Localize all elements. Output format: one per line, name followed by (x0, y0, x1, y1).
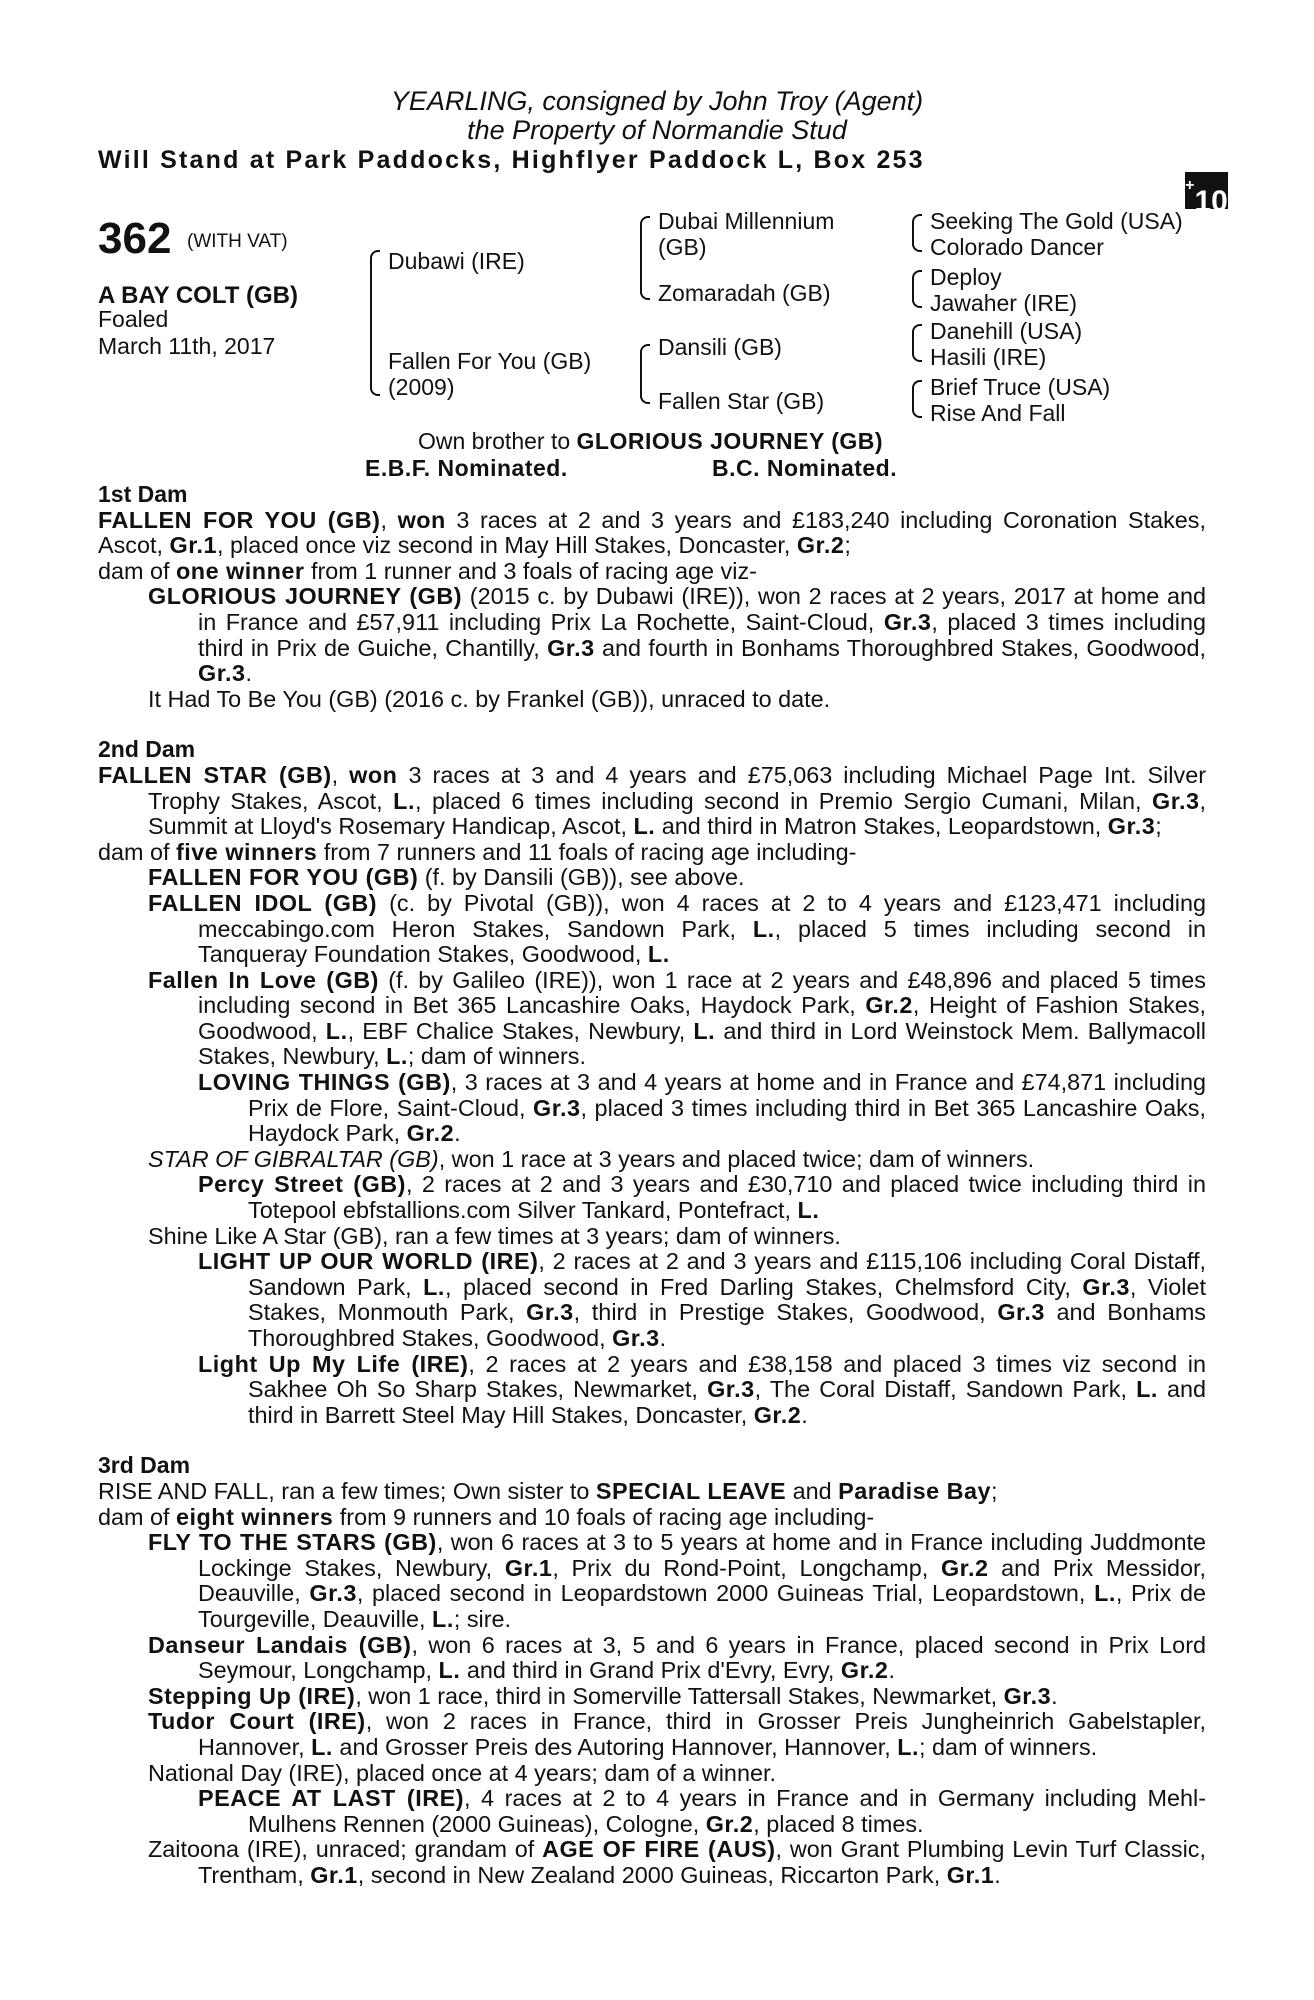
lot-title: A BAY COLT (GB) (98, 282, 299, 309)
sire: Dubawi (IRE) (388, 248, 525, 274)
second-dam-record: FALLEN STAR (GB), won 3 races at 3 and 4 years and £75,063 including Michael Page Int. Silver Trophy Stakes, Ascot, L., placed 6 times including second in Premio Sergio Cumani, Milan, Gr.3, Summit at Lloyd's Rosemary Handicap, Ascot, L. and third in Matron Stakes, Leopardstown, Gr.3; (98, 761, 1207, 840)
consignor-line: YEARLING, consigned by John Troy (Agent) (390, 86, 924, 116)
pedigree-notes (98, 482, 1206, 1888)
sire-sire: Dubai Millennium (658, 208, 835, 234)
third-dam-produce-summary: dam of eight winners from 9 runners and 10 foals of racing age including- (98, 1503, 875, 1530)
produce-tudor-court: Tudor Court (IRE), won 2 races in France, third in Grosser Preis Jungheinrich Gabelstapler, Hannover, L. and Grosser Preis des Autoring Hannover, Hannover, L.; dam of winners. (148, 1708, 1206, 1760)
pedigree-brace-7 (912, 380, 922, 418)
produce-danseur-landais: Danseur Landais (GB), won 6 races at 3, 5 and 6 years in France, placed second in Prix Lord Seymour, Longchamp, L. and third in Grand Prix d'Evry, Evry, Gr.2. (148, 1631, 1206, 1684)
dam-year: (2009) (388, 374, 455, 400)
produce-peace-at-last: PEACE AT LAST (IRE), 4 races at 2 to 4 years in France and in Germany including Mehl-Mulhens Rennen (2000 Guineas), Cologne, Gr.2, placed 8 times. (198, 1785, 1206, 1837)
second-dam-heading: 2nd Dam (98, 736, 196, 763)
badge-plus-icon: + (1185, 177, 1195, 194)
foaled-date: March 11th, 2017 (98, 333, 276, 359)
second-dam-produce-summary: dam of five winners from 7 runners and 11 foals of racing age including- (98, 838, 857, 865)
third-dam-heading: 3rd Dam (98, 1452, 191, 1479)
first-dam-record: FALLEN FOR YOU (GB), won 3 races at 2 and 3 years and £183,240 including Coronation Stakes, Ascot, Gr.1, placed once viz second in May Hill Stakes, Doncaster, Gr.2; (98, 506, 1207, 559)
sire-dam-dam: Jawaher (IRE) (930, 290, 1077, 316)
sire-dam: Zomaradah (GB) (658, 280, 831, 306)
dam-sire: Dansili (GB) (658, 334, 782, 360)
produce-shine-like-a-star: Shine Like A Star (GB), ran a few times at 3 years; dam of winners. (148, 1222, 841, 1249)
first-dam-heading: 1st Dam (98, 481, 188, 507)
produce-fallen-for-you: FALLEN FOR YOU (GB) (f. by Dansili (GB)), see above. (148, 864, 745, 891)
produce-zaitoona: Zaitoona (IRE), unraced; grandam of AGE OF FIRE (AUS), won Grant Plumbing Levin Turf Classic, Trentham, Gr.1, second in New Zealand 2000 Guineas, Riccarton Park, Gr.1. (148, 1836, 1206, 1888)
sire-sire-sire: Seeking The Gold (USA) (930, 208, 1183, 234)
bc-nominated: B.C. Nominated. (712, 455, 898, 481)
pedigree-brace-3 (640, 344, 650, 404)
pedigree-brace-1 (370, 250, 380, 396)
pedigree-brace-4 (912, 214, 922, 252)
produce-fallen-idol: FALLEN IDOL (GB) (c. by Pivotal (GB)), won 4 races at 2 to 4 years and £123,471 including meccabingo.com Heron Stakes, Sandown Park, L., placed 5 times including second in Tanqueray Foundation Stakes, Goodwood, L. (148, 889, 1207, 968)
produce-stepping-up: Stepping Up (IRE), won 1 race, third in Somerville Tattersall Stakes, Newmarket, Gr.3. (148, 1682, 1058, 1709)
lot-number: 362 (98, 214, 172, 263)
sire-sire-dam: Colorado Dancer (930, 234, 1104, 260)
produce-percy-street: Percy Street (GB), 2 races at 2 and 3 years and £30,710 and placed twice including third in Totepool ebfstallions.com Silver Tankard, Pontefract, L. (198, 1171, 1206, 1224)
dam-sire-dam: Hasili (IRE) (930, 344, 1047, 370)
sire-dam-sire: Deploy (930, 264, 1002, 290)
first-dam-produce-summary: dam of one winner from 1 runner and 3 foals of racing age viz- (98, 557, 757, 584)
produce-national-day: National Day (IRE), placed once at 4 years; dam of a winner. (148, 1759, 776, 1786)
produce-loving-things: LOVING THINGS (GB), 3 races at 3 and 4 years at home and in France and £74,871 including Prix de Flore, Saint-Cloud, Gr.3, placed 3 times including third in Bet 365 Lancashire Oaks, Haydock Park, Gr.2. (198, 1069, 1206, 1147)
badge-number: 10 (1194, 185, 1228, 218)
produce-fallen-in-love: Fallen In Love (GB) (f. by Galileo (IRE)), won 1 race at 2 years and £48,896 and placed 5 times including second in Bet 365 Lancashire Oaks, Haydock Park, Gr.2, Height of Fashion Stakes, Goodwood, L., EBF Chalice Stakes, Newbury, L. and third in Lord Weinstock Mem. Ballymacoll Stakes, Newbury, L.; dam of winners. (148, 966, 1206, 1070)
pedigree-brace-5 (912, 270, 922, 308)
produce-light-up-our-world: LIGHT UP OUR WORLD (IRE), 2 races at 2 and 3 years and £115,106 including Coral Distaff, Sandown Park, L., placed second in Fred Darling Stakes, Chelmsford City, Gr.3, Violet Stakes, Monmouth Park, Gr.3, third in Prestige Stakes, Goodwood, Gr.3 and Bonhams Thoroughbred Stakes, Goodwood, Gr.3. (198, 1248, 1207, 1351)
dam-dam-dam: Rise And Fall (930, 400, 1066, 426)
vat-label: (WITH VAT) (187, 231, 288, 252)
property-line: the Property of Normandie Stud (467, 115, 847, 145)
produce-it-had-to-be-you: It Had To Be You (GB) (2016 c. by Frankel (GB)), unraced to date. (148, 685, 831, 712)
dam: Fallen For You (GB) (388, 348, 592, 374)
third-dam-record: RISE AND FALL, ran a few times; Own sister to SPECIAL LEAVE and Paradise Bay; (98, 1477, 998, 1504)
dam-dam: Fallen Star (GB) (658, 388, 825, 414)
pedigree-brace-2 (640, 216, 650, 300)
produce-star-of-gibraltar: STAR OF GIBRALTAR (GB), won 1 race at 3 years and placed twice; dam of winners. (148, 1145, 1035, 1172)
ebf-nominated: E.B.F. Nominated. (365, 455, 568, 481)
dam-dam-sire: Brief Truce (USA) (930, 374, 1111, 400)
pedigree-brace-6 (912, 324, 922, 362)
produce-fly-to-the-stars: FLY TO THE STARS (GB), won 6 races at 3 to 5 years at home and in France including Juddmonte Lockinge Stakes, Newbury, Gr.1, Prix du Rond-Point, Longchamp, Gr.2 and Prix Messidor, Deauville, Gr.3, placed second in Leopardstown 2000 Guineas Trial, Leopardstown, L., Prix de Tourgeville, Deauville, L.; sire. (148, 1529, 1207, 1632)
own-brother-note: Own brother to GLORIOUS JOURNEY (GB) (418, 428, 884, 454)
lot-badge (1185, 172, 1228, 218)
sire-sire-country: (GB) (658, 234, 707, 260)
foaled-label: Foaled (98, 306, 169, 332)
dam-sire-sire: Danehill (USA) (930, 318, 1083, 344)
stand-location: Will Stand at Park Paddocks, Highflyer Paddock L, Box 253 (98, 146, 925, 174)
produce-glorious-journey: GLORIOUS JOURNEY (GB) (2015 c. by Dubawi (IRE)), won 2 races at 2 years, 2017 at home and in France and £57,911 including Prix La Rochette, Saint-Cloud, Gr.3, placed 3 times including third in Prix de Guiche, Chantilly, Gr.3 and fourth in Bonhams Thoroughbred Stakes, Goodwood, Gr.3. (148, 583, 1206, 687)
produce-light-up-my-life: Light Up My Life (IRE), 2 races at 2 years and £38,158 and placed 3 times viz second in Sakhee Oh So Sharp Stakes, Newmarket, Gr.3, The Coral Distaff, Sandown Park, L. and third in Barrett Steel May Hill Stakes, Doncaster, Gr.2. (198, 1350, 1207, 1428)
